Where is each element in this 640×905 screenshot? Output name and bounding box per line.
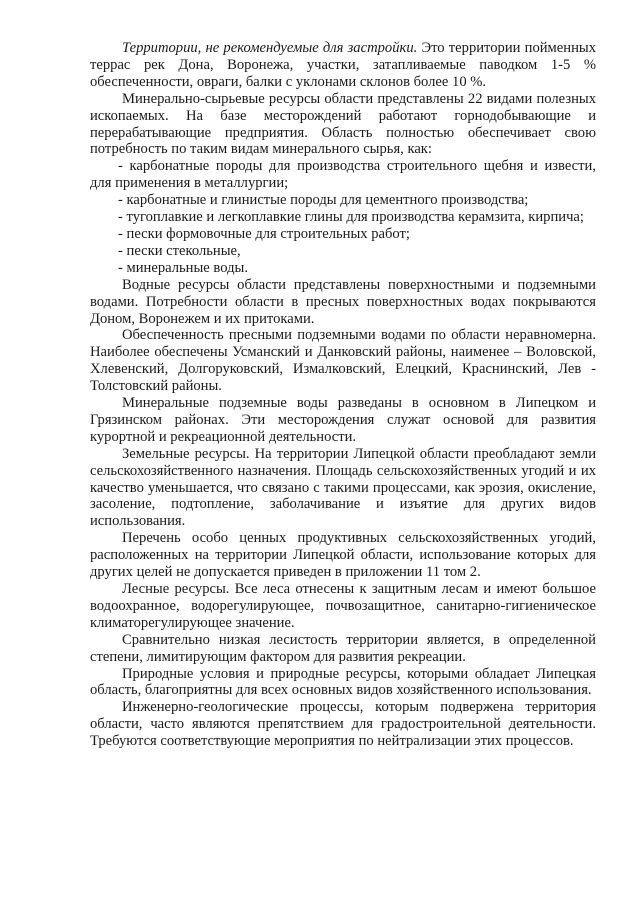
paragraph-natural-conditions: Природные условия и природные ресурсы, которыми обладает Липецкая область, благоприятны для всех основных видов хозяйственного использования. [90,665,596,699]
paragraph-lead-italic: Территории, не рекомендуемые для застройки. [122,40,418,56]
paragraph-text: Это территории пойменных террас рек Дона, Воронежа, участки, затапливаемые паводком 1-5 % обеспеченности, овраги, балки с уклонами склонов более 10 %. [90,40,596,90]
paragraph-valuable-lands-list: Перечень особо ценных продуктивных сельскохозяйственных угодий, расположенных на территории Липецкой области, использование которых для других целей не допускается приведен в приложении 11 том 2. [90,530,596,581]
paragraph-mineral-waters: Минеральные подземные воды разведаны в основном в Липецком и Грязинском районах. Эти месторождения служат основой для развития курортной и рекреационной деятельности. [90,395,596,445]
list-item: - пески формовочные для строительных работ; [118,225,410,242]
paragraph-land-resources: Земельные ресурсы. На территории Липецкой области преобладают земли сельскохозяйственного назначения. Площадь сельскохозяйственных угодий и их качество уменьшается, что связано с такими процессами, как эрозия, окисление, засоление, подтопление, заболачивание и изъятие для других видов использования. [90,445,596,530]
paragraph-groundwater-supply: Обеспеченность пресными подземными водами по области неравномерна. Наиболее обеспечены Усманский и Данковский районы, наименее – Воловской, Хлевенский, Долгоруковский, Измалковский, Елецкий, Краснинский, Лев - Толстовский районы. [90,327,596,395]
list-item: - пески стекольные, [118,242,241,259]
paragraph-water-resources: Водные ресурсы области представлены поверхностными и подземными водами. Потребности области в пресных поверхностных водах покрываются Доном, Воронежем и их притоками. [90,276,596,327]
list-item: - карбонатные и глинистые породы для цементного производства; [118,192,529,209]
list-item: - тугоплавкие и легкоплавкие глины для производства керамзита, кирпича; [118,209,584,226]
paragraph-low-forest-cover: Сравнительно низкая лесистость территории является, в определенной степени, лимитирующим фактором для развития рекреации. [90,631,596,665]
document-page [90,40,596,750]
paragraph-non-recommended-territories [90,40,596,91]
list-item: - карбонатные породы для производства строительного щебня и извести, для применения в металлургии; [90,158,596,192]
paragraph-engineering-geology: Инженерно-геологические процессы, которым подвержена территория области, часто являются препятствием для градостроительной деятельности. Требуются соответствующие мероприятия по нейтрализации этих процессов. [90,699,596,750]
paragraph-mineral-resources: Минерально-сырьевые ресурсы области представлены 22 видами полезных ископаемых. На базе месторождений работают горнодобывающие и перерабатывающие предприятия. Область полностью обеспечивает свою потребность по таким видам минерального сырья, как: [90,90,596,158]
paragraph-forest-resources: Лесные ресурсы. Все леса отнесены к защитным лесам и имеют большое водоохранное, водорегулирующее, почвозащитное, санитарно-гигиеническое климаторегулирующее значение. [90,581,596,631]
list-item: - минеральные воды. [118,259,248,276]
